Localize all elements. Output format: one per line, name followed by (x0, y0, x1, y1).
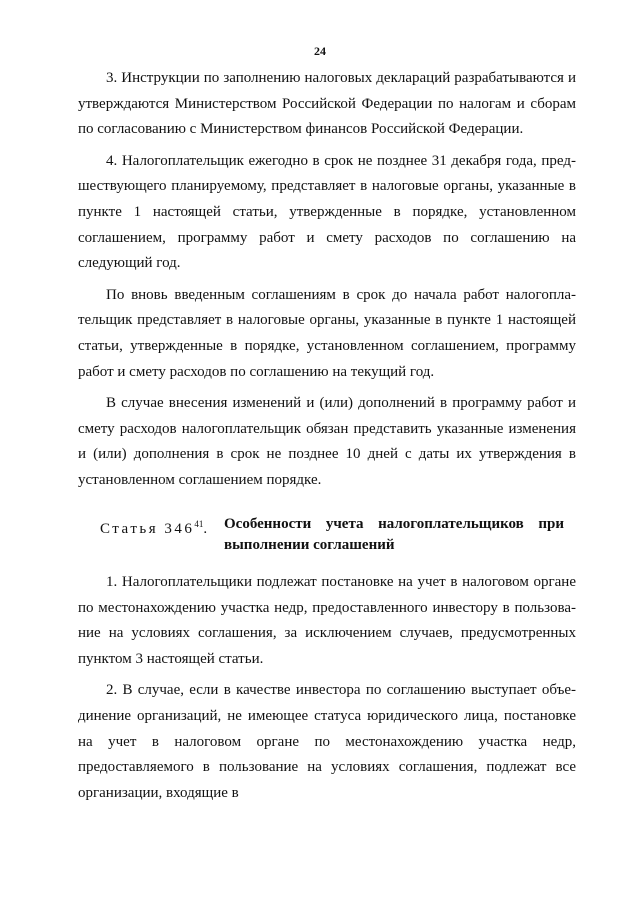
article-label-superscript: 41 (194, 519, 204, 529)
paragraph-new-agreements: По вновь введенным соглашениям в срок до начала работ налогоплательщик представляет в налоговые органы, указанные в пункте 1 настоящей статьи, утвержденные в порядке, установленном соглашением, программу работ и смету расходов по соглашению на текущий год. (78, 286, 576, 380)
paragraph-instructions: 3. Инструкции по заполнению налоговых деклараций разрабатываются и утверждаются Министерством Российской Федерации по налогам и сборам по согласованию с Министерством финансов Российской Федерации. (78, 70, 576, 138)
article-label-suffix: . (203, 521, 210, 537)
article-title: Особенности учета налогоплательщиков при выполнении соглашений (224, 516, 564, 553)
top-text-block (78, 66, 576, 494)
paragraph-amendments: В случае внесения изменений и (или) дополнений в программу работ и смету расходов налогоплательщик обязан представить указанные изменения и (или) дополнения в срок не позднее 10 дней с даты их утверждения в установленном соглашением порядке. (78, 395, 576, 488)
paragraph-association: 2. В случае, если в качестве инвестора по соглашению выступает объединение организаций, не имеющее статуса юридического лица, постановке на учет в налоговом органе по местонахождению участка недр, предоставляемого в пользование на условиях соглашения, подлежат все организации, входящие в (78, 682, 576, 801)
paragraph-annual-program: 4. Налогоплательщик ежегодно в срок не позднее 31 декабря года, предшествующего планируемому, представляет в налоговые органы, указанные в пункте 1 настоящей статьи, утвержденные в порядке, установленном соглашением, программу работ и смету расходов по соглашению на следующий год. (78, 152, 576, 272)
bottom-text-block (78, 570, 576, 806)
page-number: 24 (314, 44, 326, 58)
article-label-text: Статья 346 (100, 521, 195, 537)
paragraph-registration: 1. Налогоплательщики подлежат постановке на учет в налоговом органе по местонахождению участка недр, предоставленного инвестору в пользование на условиях соглашения, за исключением случаев, предусмотренных пунктом 3 настоящей статьи. (78, 574, 576, 667)
article-label (100, 514, 210, 540)
